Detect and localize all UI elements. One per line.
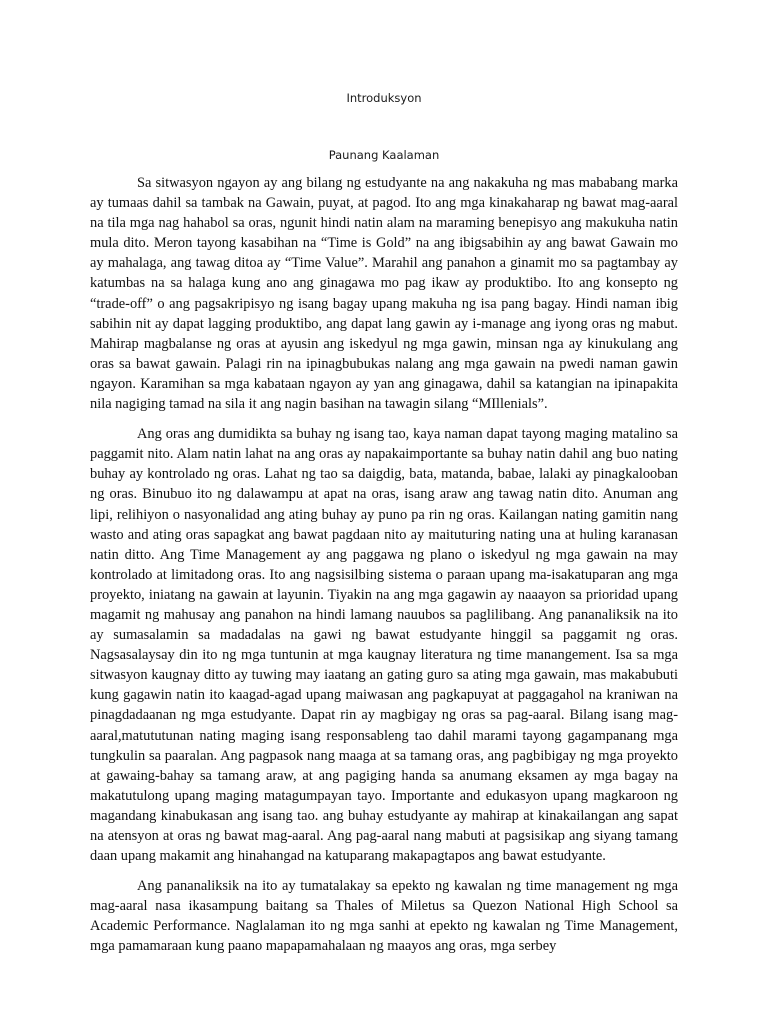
document-title: Introduksyon	[346, 91, 422, 105]
paragraph: Ang oras ang dumidikta sa buhay ng isang tao, kaya naman dapat tayong maging matalino sa paggamit nito. Alam natin lahat na ang oras ay napakaimportante sa buhay natin dahil ang buo nating buhay ay kontrolado ng oras. Lahat ng tao sa daigdig, bata, matanda, babae, lalaki ay pinagkalooban ng oras. Binubuo ito ng dalawampu at apat na oras, isang araw ang tawag natin dito. Anuman ang lipi, relihiyon o nasyonalidad ang ating buhay ay puno pa rin ng oras. Kailangan nating gamitin nang wasto and ating oras sapagkat ang bawat pagdaan nito ay maituturing nating una at huling karanasan natin ditto. Ang Time Management ay ang paggawa ng plano o iskedyul ng mga gawain na may kontrolado at limitadong oras. Ito ang nagsisilbing sistema o paraan upang ma-isakatuparan ang mga proyekto, iniatang na gawain at layunin. Tiyakin na ang mga gagawin ay naaayon sa prioridad upang magamit ng mahusay ang panahon na hindi lamang nauubos sa paglilibang. Ang pananaliksik na ito ay sumasalamin sa madadalas na gawi ng bawat estudyante hinggil sa paggamit ng oras. Nagsasalaysay din ito ng mga tuntunin at mga kaugnay literatura ng time manangement. Isa sa mga sitwasyon kaugnay ditto ay tuwing may iaatang an gating guro sa ating mga gawain, mas makabubuti kung gagawin natin ito kaagad-agad upang maiwasan ang pagkapuyat at paggagahol na kraniwan na pinagdadaanan ng mga estudyante. Dapat rin ay magbigay ng oras sa pag-aaral. Bilang isang mag-aaral,matututunan nating maging isang responsableng tao dahil marami tayong gagampanang mga tungkulin sa paaralan. Ang pagpasok nang maaga at sa tamang oras, ang pagbibigay ng mga proyekto at gawaing-bahay sa tamang araw, at ang pagiging handa sa anumang eksamen ay mga bagay na makatutulong upang maging matagumpayan tayo. Importante and edukasyon upang magkaroon ng magandang kinabukasan ang isang tao. ang buhay estudyante ay mahirap at kinakailangan ang sapat na atensyon at oras ng bawat mag-aaral. Ang pag-aaral nang mabuti at pagsisikap ang siyang tamang daan upang makamit ang hinahangad na katuparang makapagtapos ang bawat estudyante.	[90, 426, 678, 865]
paragraph: Ang pananaliksik na ito ay tumatalakay sa epekto ng kawalan ng time management ng mga mag-aaral nasa ikasampung baitang sa Thales of Miletus sa Quezon National High School sa Academic Performance. Naglalaman ito ng mga sanhi at epekto ng kawalan ng Time Management, mga pamamaraan kung paano mapapamahalaan ng maayos ang oras, mga serbey	[90, 878, 678, 955]
paragraph: Sa sitwasyon ngayon ay ang bilang ng estudyante na ang nakakuha ng mas mababang marka ay tumaas dahil sa tambak na Gawain, puyat, at pagod. Ito ang mga kinakaharap ng bawat mag-aaral na tila mga nag hahabol sa oras, ngunit hindi natin alam na maraming benepisyo ang makukuha natin mula dito. Meron tayong kasabihan na “Time is Gold” na ang ibigsabihin ay ang bawat Gawain mo ay mahalaga, ang tawag ditoa ay “Time Value”. Marahil ang panahon a ginamit mo sa pagtambay ay katumbas na sa halaga kung ano ang ginagawa mo pag ikaw ay produktibo. Ito ang konsepto ng “trade-off” o ang pagsakripisyo ng isang bagay upang makuha ng isa pang bagay. Hindi naman ibig sabihin nit ay dapat lagging produktibo, ang dapat lang gawin ay i-manage ang iyong oras ng mabut. Mahirap magbalanse ng oras at ayusin ang iskedyul ng mga gawin, minsan nga ay kinukulang ang oras sa bawat gawain. Palagi rin na ipinagbubukas nalang ang mga gawain na pwedi naman gawin ngayon. Karamihan sa mga kabataan ngayon ay yan ang ginagawa, dahil sa katangian na ipinapakita nila nagiging tamad na sila it ang nagin basihan na tawagin silang “MIllenials”.	[90, 175, 678, 413]
document-body	[90, 173, 678, 967]
section-title: Paunang Kaalaman	[328, 148, 440, 162]
